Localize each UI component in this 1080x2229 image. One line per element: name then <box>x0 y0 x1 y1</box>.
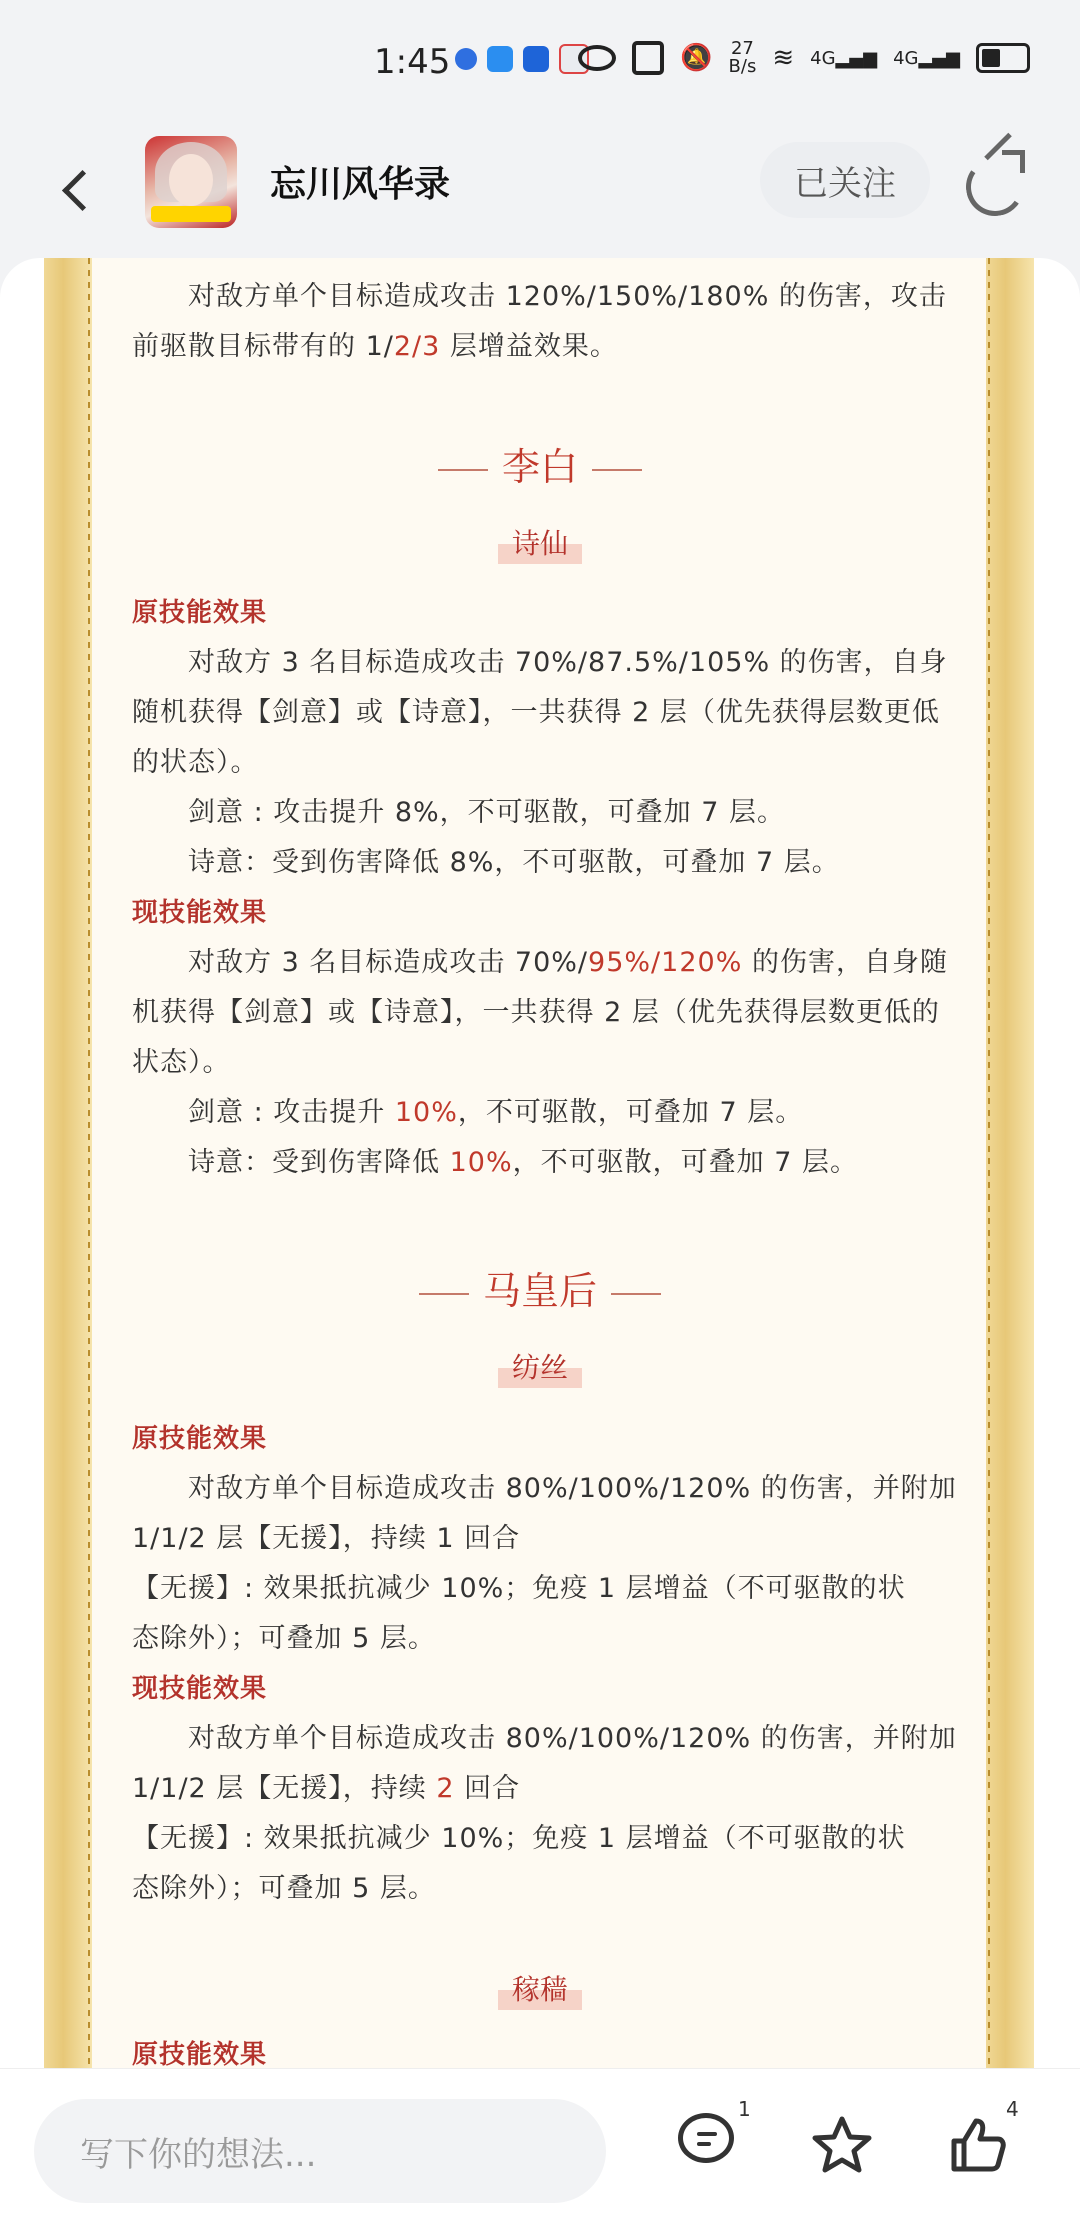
app-notification-icon <box>455 48 477 70</box>
signal-icon: 4G▂▄▆ <box>810 47 878 69</box>
status-app-icons <box>455 44 589 74</box>
hero-name: 李白 <box>0 436 1080 491</box>
cloud-icon <box>487 46 513 72</box>
like-button[interactable] <box>946 2113 1010 2177</box>
status-bar <box>0 0 1080 130</box>
status-right <box>578 40 1030 76</box>
skill-name: 纺丝 <box>0 1344 1080 1388</box>
eye-icon <box>578 45 616 71</box>
skill-name: 诗仙 <box>0 520 1080 564</box>
thumbs-up-icon <box>946 2113 1010 2177</box>
original-effect-label: 原技能效果 <box>132 598 268 628</box>
favorite-button[interactable] <box>810 2113 874 2177</box>
net-speed: 27 B/s <box>728 38 757 77</box>
page-title[interactable]: 忘川风华录 <box>270 164 451 205</box>
nfc-icon <box>632 41 664 75</box>
comment-count: 1 <box>738 2097 751 2121</box>
comment-button[interactable] <box>678 2113 742 2177</box>
bottom-action-bar <box>0 2068 1080 2229</box>
signal-icon: 4G▂▄▆ <box>893 47 960 69</box>
star-icon <box>810 2113 874 2177</box>
skill-name: 稼穑 <box>0 1966 1080 2010</box>
back-button[interactable] <box>50 160 110 220</box>
app-icon <box>523 46 549 72</box>
battery-icon <box>976 43 1030 73</box>
top-nav <box>0 130 1080 260</box>
like-count: 4 <box>1006 2097 1019 2121</box>
comment-icon <box>678 2113 734 2163</box>
mute-icon: 🔕 <box>680 43 713 73</box>
app-avatar[interactable] <box>145 136 237 228</box>
wifi-icon: ≋ <box>772 43 795 73</box>
skill-text-block: 原技能效果 <box>132 2040 268 2068</box>
share-button[interactable] <box>962 150 1022 210</box>
current-effect-label: 现技能效果 <box>132 1674 268 1704</box>
skill-text-block: 原技能效果 对敌方 3 名目标造成攻击 70%/87.5%/105% 的伤害，自身 随机获得【剑意】或【诗意】，一共获得 2 层（优先获得层数更低 的状态）。 剑意 : 攻击提升 8%，不可驱散，可叠加 7 层。 诗意：受到伤害降低 8%，不可驱散，可叠加 7 层。 现技能效果 对敌方 3 名目标造成攻击 70%/95%/120% 的伤害，自身随 机获得【剑意】或【诗意】，一共获得 2 层（优先获得层数更低的 状态）。 剑意 : 攻击提升 10%，不可驱散，可叠加 7 层。 诗意：受到伤害降低 10%，不可驱散，可叠加 7 层。 <box>132 588 962 1188</box>
original-effect-label: 原技能效果 <box>132 1424 268 1454</box>
skill-text-block: 原技能效果 对敌方单个目标造成攻击 80%/100%/120% 的伤害，并附加 1/1/2 层【无援】，持续 1 回合 【无援】: 效果抵抗减少 10%；免疫 1 层增益（不可驱散的状 态除外）；可叠加 5 层。 现技能效果 对敌方单个目标造成攻击 80%/100%/120% 的伤害，并附加 1/1/2 层【无援】，持续 2 回合 【无援】: 效果抵抗减少 10%；免疫 1 层增益（不可驱散的状 态除外）；可叠加 5 层。 <box>132 1414 962 1914</box>
content-card[interactable] <box>0 258 1080 2068</box>
skill-text-block: 对敌方单个目标造成攻击 120%/150%/180% 的伤害，攻击 前驱散目标带有的 1/2/3 层增益效果。 <box>132 281 947 362</box>
current-effect-label: 现技能效果 <box>132 898 268 928</box>
status-time: 1:45 <box>374 42 451 82</box>
follow-button[interactable]: 已关注 <box>760 142 930 218</box>
hero-name: 马皇后 <box>0 1260 1080 1315</box>
comment-input[interactable]: 写下你的想法... <box>34 2099 606 2203</box>
